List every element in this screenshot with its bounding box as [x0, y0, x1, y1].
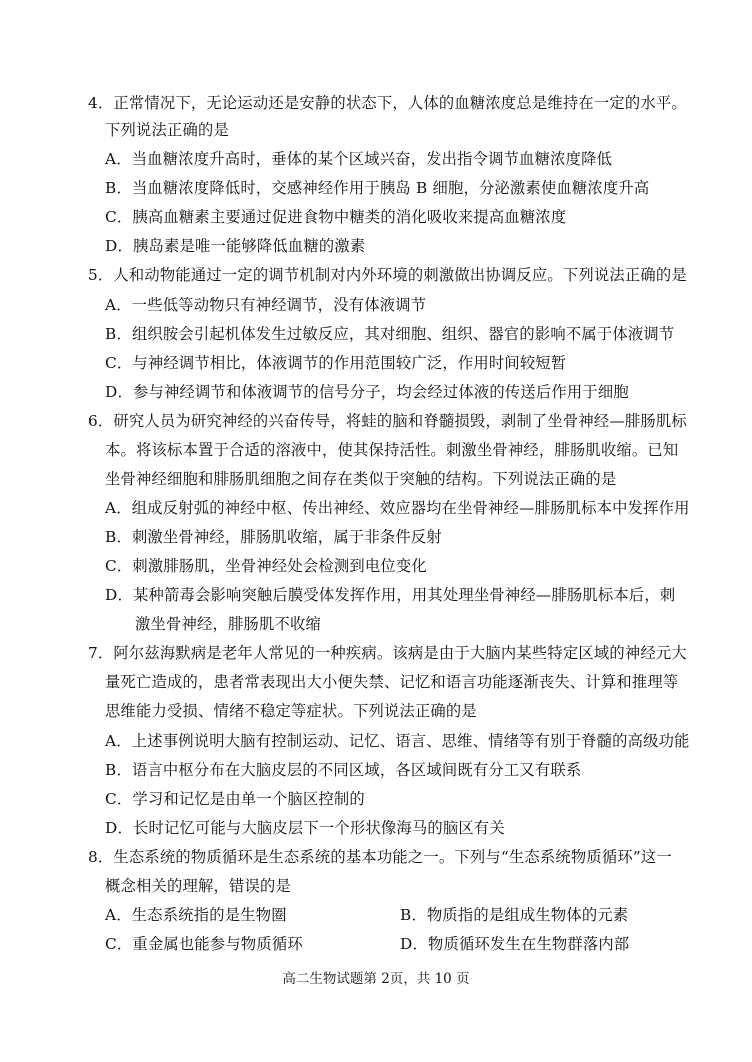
q7-stem-line-3: 思维能力受损、情绪不稳定等症状。下列说法正确的是 — [105, 702, 477, 720]
q8-option-a: A．生态系统指的是生物圈 — [105, 906, 287, 924]
q8-option-c: C．重金属也能参与物质循环 — [105, 935, 303, 953]
q7-option-d: D．长时记忆可能与大脑皮层下一个形状像海马的脑区有关 — [105, 819, 505, 837]
q8-option-b: B．物质指的是组成生物体的元素 — [400, 906, 629, 924]
q5-option-d: D．参与神经调节和体液调节的信号分子，均会经过体液的传送后作用于细胞 — [105, 383, 629, 401]
q5-option-c: C．与神经调节相比，体液调节的作用范围较广泛，作用时间较短暂 — [105, 354, 567, 372]
q5-stem-line-1: 5．人和动物能通过一定的调节机制对内外环境的刺激做出协调反应。下列说法正确的是 — [88, 266, 687, 284]
q6-option-d: D．某种箭毒会影响突触后膜受体发挥作用，用其处理坐骨神经—腓肠肌标本后，刺 — [105, 586, 676, 604]
q6-option-a: A．组成反射弧的神经中枢、传出神经、效应器均在坐骨神经—腓肠肌标本中发挥作用 — [105, 499, 690, 517]
q6-stem-line-2: 本。将该标本置于合适的溶液中，使其保持活性。刺激坐骨神经，腓肠肌收缩。已知 — [105, 441, 679, 459]
q4-option-b: B．当血糖浓度降低时，交感神经作用于胰岛 B 细胞，分泌激素使血糖浓度升高 — [105, 179, 650, 197]
q7-stem-line-2: 量死亡造成的，患者常表现出大小便失禁、记忆和语言功能逐渐丧失、计算和推理等 — [105, 673, 679, 691]
q5-option-a: A．一些低等动物只有神经调节，没有体液调节 — [105, 296, 427, 314]
q8-option-d: D．物质循环发生在生物群落内部 — [400, 935, 630, 953]
q5-option-b: B．组织胺会引起机体发生过敏反应，其对细胞、组织、器官的影响不属于体液调节 — [105, 325, 675, 343]
q6-stem-line-1: 6．研究人员为研究神经的兴奋传导，将蛙的脑和脊髓损毁，剥制了坐骨神经—腓肠肌标 — [88, 412, 687, 430]
q4-option-a: A．当血糖浓度升高时，垂体的某个区域兴奋，发出指令调节血糖浓度降低 — [105, 150, 613, 168]
q6-stem-line-3: 坐骨神经细胞和腓肠肌细胞之间存在类似于突触的结构。下列说法正确的是 — [105, 470, 617, 488]
q8-stem-line-1: 8．生态系统的物质循环是生态系统的基本功能之一。下列与“生态系统物质循环”这一 — [88, 848, 672, 866]
q4-stem-line-1: 4．正常情况下，无论运动还是安静的状态下，人体的血糖浓度总是维持在一定的水平。 — [88, 94, 687, 112]
q7-option-a: A．上述事例说明大脑有控制运动、记忆、语言、思维、情绪等有别于脊髓的高级功能 — [105, 732, 690, 750]
q4-option-d: D．胰岛素是唯一能够降低血糖的激素 — [105, 237, 366, 255]
q4-stem-line-2: 下列说法正确的是 — [105, 121, 229, 139]
page-footer: 高二生物试题第 2页，共 10 页 — [282, 971, 470, 987]
q8-stem-line-2: 概念相关的理解，错误的是 — [105, 877, 291, 895]
q6-option-b: B．刺激坐骨神经，腓肠肌收缩，属于非条件反射 — [105, 528, 442, 546]
q7-stem-line-1: 7．阿尔兹海默病是老年人常见的一种疾病。该病是由于大脑内某些特定区域的神经元大 — [88, 644, 687, 662]
q6-option-d-continued: 激坐骨神经，腓肠肌不收缩 — [135, 615, 321, 633]
q6-option-c: C．刺激腓肠肌，坐骨神经处会检测到电位变化 — [105, 557, 427, 575]
q4-option-c: C．胰高血糖素主要通过促进食物中糖类的消化吸收来提高血糖浓度 — [105, 208, 567, 226]
q7-option-c: C．学习和记忆是由单一个脑区控制的 — [105, 790, 365, 808]
q7-option-b: B．语言中枢分布在大脑皮层的不同区域，各区域间既有分工又有联系 — [105, 761, 582, 779]
